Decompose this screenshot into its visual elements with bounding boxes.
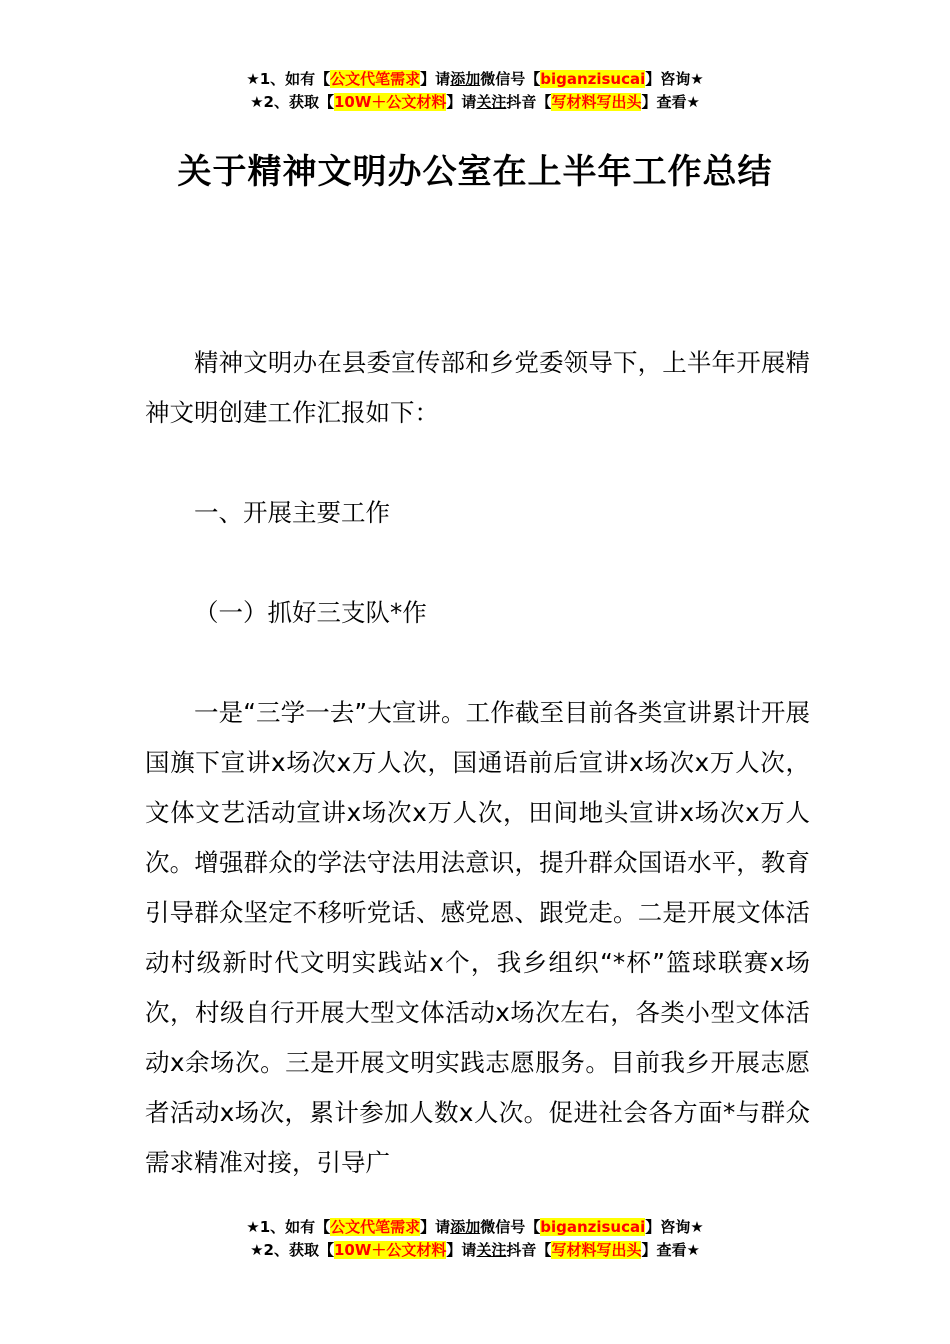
banner-text: 微信号【 [480, 1218, 541, 1236]
banner-text: 】请 [420, 1218, 451, 1236]
banner-text: ★1、如有【 [246, 70, 331, 88]
document-body [145, 338, 810, 1188]
banner-text: 抖音【 [506, 93, 552, 111]
banner-text: 】查看★ [641, 1241, 700, 1259]
banner-text: 】咨询★ [645, 70, 704, 88]
document-title: 关于精神文明办公室在上半年工作总结 [177, 152, 773, 192]
paragraph-spacer [145, 438, 810, 488]
banner-line-2 [0, 91, 950, 114]
banner-text: ★1、如有【 [246, 1218, 331, 1236]
banner-highlight: biganzisucai [540, 70, 646, 88]
header-banner [0, 68, 950, 114]
banner-highlight: 10W＋公文材料 [333, 1241, 447, 1259]
banner-text: 】咨询★ [645, 1218, 704, 1236]
banner-line-1 [0, 1216, 950, 1239]
banner-highlight: biganzisucai [540, 1218, 646, 1236]
banner-underline: 关注 [476, 93, 507, 111]
paragraph-spacer [145, 538, 810, 588]
banner-text: ★2、获取【 [250, 1241, 334, 1259]
banner-text: 微信号【 [480, 70, 541, 88]
banner-underline: 关注 [476, 1241, 507, 1259]
banner-text: 抖音【 [506, 1241, 552, 1259]
banner-underline: 添加 [450, 70, 481, 88]
banner-highlight: 写材料写出头 [551, 93, 642, 111]
banner-underline: 添加 [450, 1218, 481, 1236]
banner-highlight: 公文代笔需求 [330, 1218, 421, 1236]
banner-line-2 [0, 1239, 950, 1262]
banner-highlight: 10W＋公文材料 [333, 93, 447, 111]
banner-highlight: 写材料写出头 [551, 1241, 642, 1259]
intro-paragraph: 精神文明办在县委宣传部和乡党委领导下，上半年开展精神文明创建工作汇报如下： [145, 348, 810, 427]
banner-text: 】请 [420, 70, 451, 88]
banner-text: 】查看★ [641, 93, 700, 111]
subsection-heading: （一）抓好三支队*作 [194, 598, 427, 627]
body-paragraph: 一是“三学一去”大宣讲。工作截至目前各类宣讲累计开展国旗下宣讲x场次x万人次，国通语前后宣讲x场次x万人次，文体文艺活动宣讲x场次x万人次，田间地头宣讲x场次x万人次。增强群众的学法守法用法意识，提升群众国语水平，教育引导群众坚定不移听党话、感党恩、跟党走。二是开展文体活动村级新时代文明实践站x个，我乡组织“*杯”篮球联赛x场次，村级自行开展大型文体活动x场次左右，各类小型文体活动x余场次。三是开展文明实践志愿服务。目前我乡开展志愿者活动x场次，累计参加人数x人次。促进社会各方面*与群众需求精准对接，引导广 [145, 698, 810, 1177]
section-heading: 一、开展主要工作 [194, 498, 390, 527]
paragraph-spacer [145, 638, 810, 688]
banner-line-1 [0, 68, 950, 91]
footer-banner [0, 1216, 950, 1262]
banner-text: 】请 [446, 93, 477, 111]
banner-text: 】请 [446, 1241, 477, 1259]
banner-highlight: 公文代笔需求 [330, 70, 421, 88]
banner-text: ★2、获取【 [250, 93, 334, 111]
